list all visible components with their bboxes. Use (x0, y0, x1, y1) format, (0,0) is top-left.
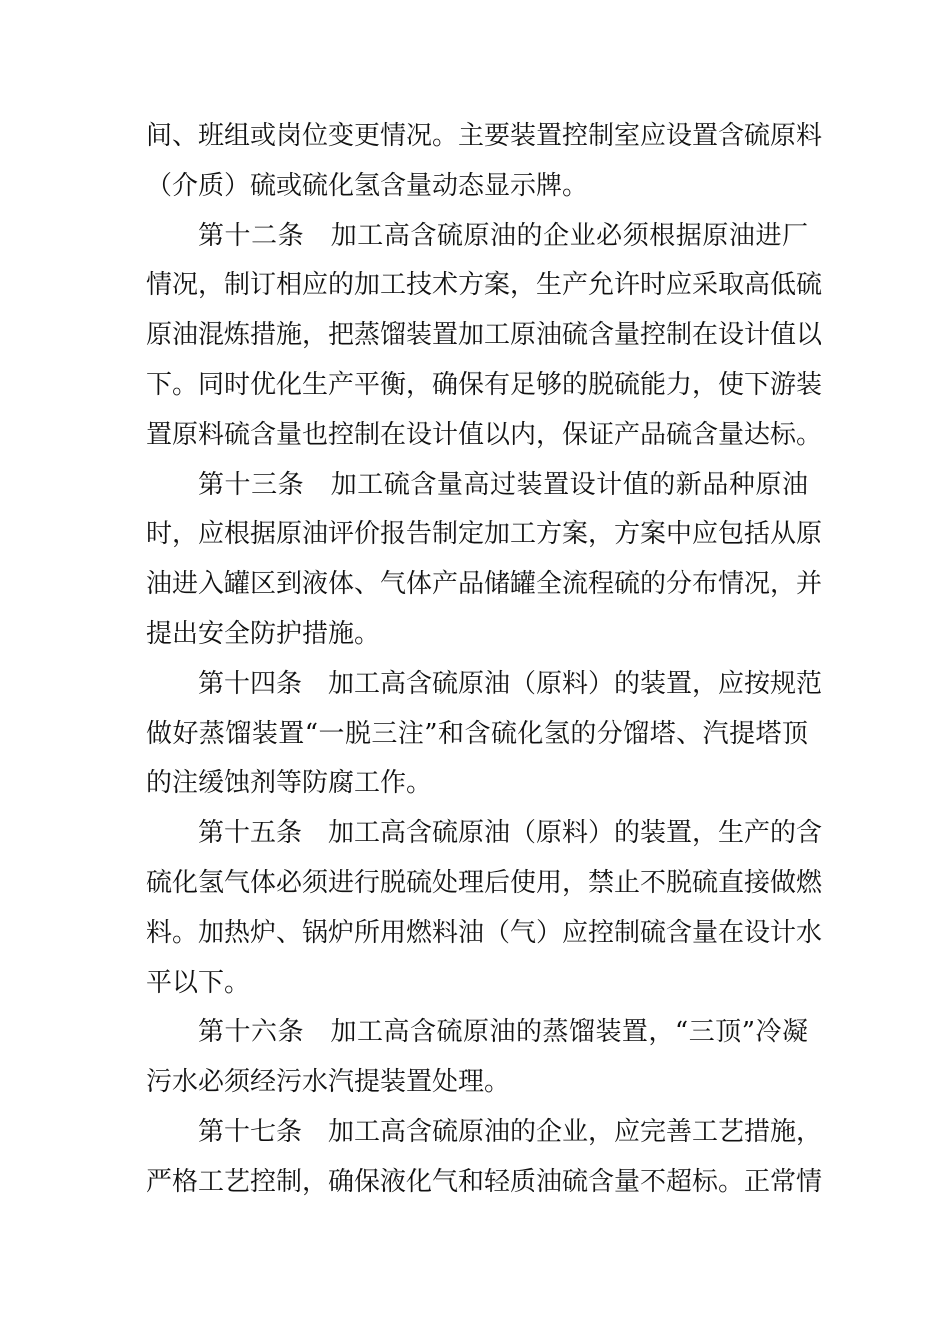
text-line-16: 硫化氢气体必须进行脱硫处理后使用，禁止不脱硫直接做燃 (146, 867, 823, 898)
text-line-18: 平以下。 (146, 967, 251, 998)
text-line-10: 油进入罐区到液体、气体产品储罐全流程硫的分布情况，并 (146, 569, 823, 600)
text-line-9: 时，应根据原油评价报告制定加工方案，方案中应包括从原 (146, 519, 823, 550)
text-line-17: 料。加热炉、锅炉所用燃料油（气）应控制硫含量在设计水 (146, 917, 823, 948)
article-15-heading-line: 第十五条 加工高含硫原油（原料）的装置，生产的含 (198, 818, 823, 849)
article-16-heading-line: 第十六条 加工高含硫原油的蒸馏装置，“三顶”冷凝 (198, 1017, 808, 1048)
text-line-1: 间、班组或岗位变更情况。主要装置控制室应设置含硫原料 (146, 121, 823, 151)
text-line-6: 下。同时优化生产平衡，确保有足够的脱硫能力，使下游装 (146, 369, 823, 400)
text-line-14: 的注缓蚀剂等防腐工作。 (146, 768, 433, 799)
text-line-7: 置原料硫含量也控制在设计值以内，保证产品硫含量达标。 (146, 419, 823, 450)
article-14-heading-line: 第十四条 加工高含硫原油（原料）的装置，应按规范 (198, 668, 823, 699)
document-body (146, 112, 823, 1208)
article-17-heading-line: 第十七条 加工高含硫原油的企业，应完善工艺措施， (198, 1116, 823, 1147)
text-line-11: 提出安全防护措施。 (146, 618, 381, 649)
text-line-22: 严格工艺控制，确保液化气和轻质油硫含量不超标。正常情 (146, 1166, 823, 1197)
text-line-13: 做好蒸馏装置“一脱三注”和含硫化氢的分馏塔、汽提塔顶 (146, 718, 808, 749)
text-line-2: （介质）硫或硫化氢含量动态显示牌。 (146, 170, 589, 201)
article-12-heading-line: 第十二条 加工高含硫原油的企业必须根据原油进厂 (198, 220, 808, 251)
article-13-heading-line: 第十三条 加工硫含量高过装置设计值的新品种原油 (198, 469, 808, 500)
text-line-4: 情况，制订相应的加工技术方案，生产允许时应采取高低硫 (146, 270, 823, 301)
text-line-5: 原油混炼措施，把蒸馏装置加工原油硫含量控制在设计值以 (146, 320, 823, 351)
text-line-20: 污水必须经污水汽提装置处理。 (146, 1067, 511, 1098)
